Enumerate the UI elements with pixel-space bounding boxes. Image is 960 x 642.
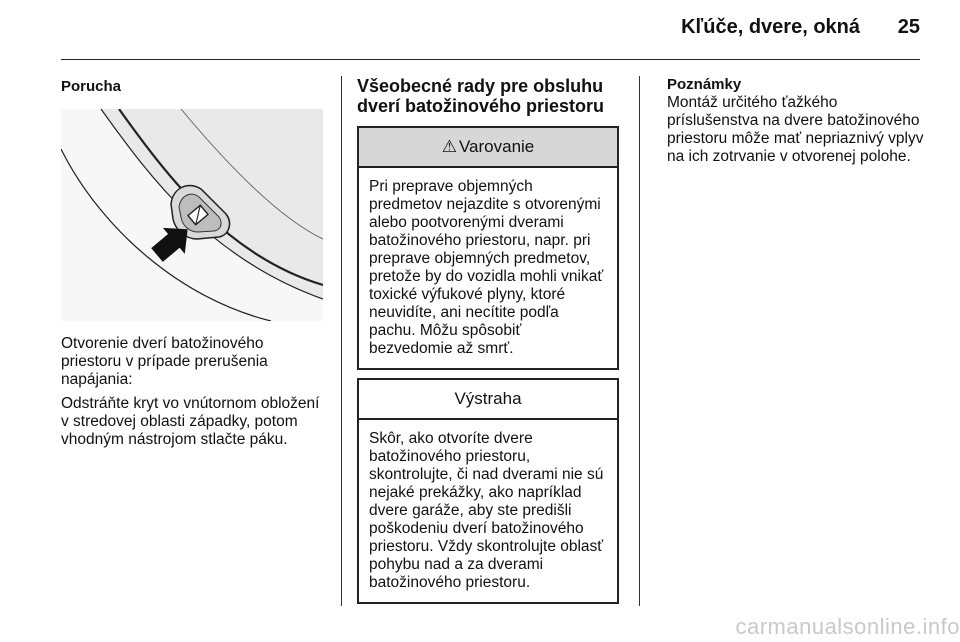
column-divider-right bbox=[639, 76, 640, 606]
header-divider bbox=[61, 59, 920, 60]
warning-box bbox=[357, 126, 619, 370]
middle-column bbox=[357, 76, 623, 604]
column-divider-left bbox=[341, 76, 342, 606]
caution-box-text: Skôr, ako otvoríte dvere batožinového priestoru, skontrolujte, či nad dverami nie sú nejaké prekážky, ako napríklad dvere garáže, aby ste predišli poškodeniu dverí batožinového priestoru. Vždy skontrolujte oblasť pohybu nad a za dverami batožinového priestoru. bbox=[369, 430, 604, 591]
warning-box-title: Varovanie bbox=[458, 137, 535, 156]
lock-lever-illustration bbox=[61, 109, 323, 321]
paragraph-power-failure: Otvorenie dverí batožinového priestoru v prípade prerušenia napájania: bbox=[61, 335, 268, 388]
caution-box bbox=[357, 378, 619, 604]
watermark: carmanualsonline.info bbox=[735, 614, 960, 639]
left-column bbox=[61, 78, 327, 449]
note-text: Montáž určitého ťažkého príslušenstva na dvere batožinového priestoru môže mať nepriaznivý vplyv na ich zotrvanie v otvorenej polohe. bbox=[667, 94, 924, 165]
caution-box-header bbox=[359, 380, 617, 420]
warning-box-text: Pri preprave objemných predmetov nejazdite s otvorenými alebo pootvorenými dverami batožinového priestoru, napr. pri preprave objemných predmetov, pretože by do vozidla mohli vnikať toxické výfukové plyny, ktoré neuvidíte, ani necítite podľa pachu. Môžu spôsobiť bezvedomie až smrť. bbox=[369, 178, 604, 357]
warning-box-header bbox=[359, 128, 617, 168]
page-number: 25 bbox=[897, 16, 920, 38]
paragraph-instructions: Odstráňte kryt vo vnútornom obložení v stredovej oblasti západky, potom vhodným nástrojom stlačte páku. bbox=[61, 395, 320, 448]
warning-triangle-icon: ⚠ bbox=[441, 137, 457, 156]
section-heading-fault: Porucha bbox=[61, 78, 122, 95]
caution-box-title: Výstraha bbox=[454, 389, 522, 408]
note-title: Poznámky bbox=[667, 76, 742, 93]
section-heading-general-advice: Všeobecné rady pre obsluhu dverí batožinového priestoru bbox=[357, 76, 605, 116]
page-title: Kľúče, dvere, okná bbox=[681, 16, 860, 38]
right-column bbox=[667, 76, 927, 166]
